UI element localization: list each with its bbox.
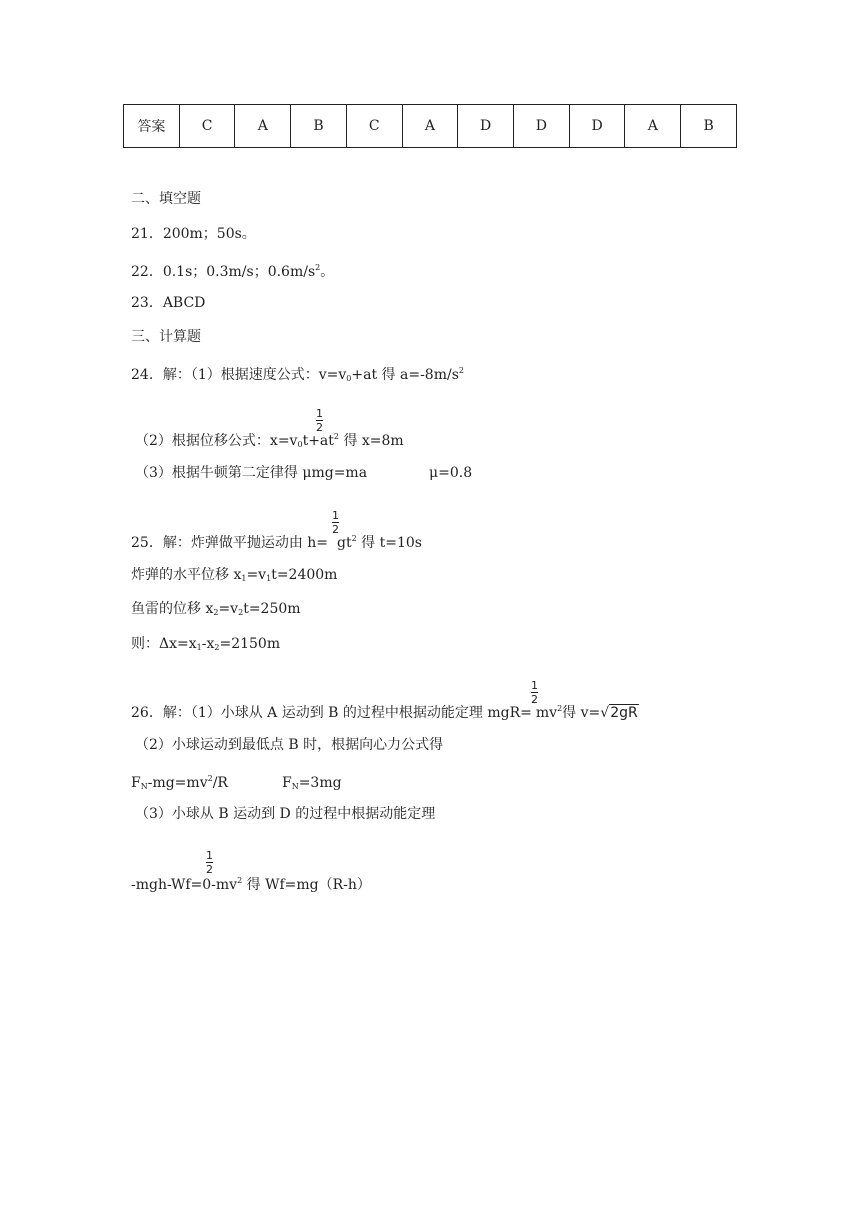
- q26-part2: （2）小球运动到最低点 B 时，根据向心力公式得: [135, 737, 444, 753]
- q25-line2: [131, 566, 337, 588]
- answer-row: [124, 105, 737, 148]
- q26-part3-formula-a: -mgh-Wf=0-: [131, 877, 216, 893]
- q24-part2-prefix: （2）根据位移公式：: [135, 433, 270, 449]
- q25-line2-prefix: 炸弹的水平位移 x: [131, 567, 242, 583]
- fraction-denominator: 2: [316, 421, 323, 434]
- answer-table: [123, 104, 737, 148]
- q25-line1-result: 得 t=10s: [356, 535, 422, 551]
- q25-line4-sub2: 2: [214, 643, 220, 652]
- q25-line4-sub1: 1: [196, 643, 202, 652]
- answer-header-cell: 答案: [124, 105, 180, 148]
- q24-part3-text: （3）根据牛顿第二定律得 μmg=ma: [135, 465, 368, 481]
- q25-line1: [131, 530, 422, 552]
- section-2-title: 二、填空题: [131, 191, 201, 207]
- fraction-denominator: 2: [332, 523, 339, 536]
- q24-part2: [135, 428, 404, 454]
- q25-line4-mid: -x: [201, 636, 215, 652]
- answer-cell: D: [458, 105, 514, 148]
- answer-cell: A: [402, 105, 458, 148]
- q24-part2-formula-c: at: [319, 433, 334, 449]
- q25-line2-sub2: 1: [266, 574, 272, 583]
- q24-part1-formula-b: +at 得 a=-8m/s: [351, 367, 459, 383]
- section-3-title: 三、计算题: [131, 329, 201, 345]
- q25-line3-mid: =v: [218, 601, 239, 617]
- q24-part1-prefix: 24．解：（1）根据速度公式：: [131, 367, 319, 383]
- q24-part3: [135, 464, 472, 482]
- q25-line4-prefix: 则：Δx=x: [131, 636, 197, 652]
- q24-part2-result: 得 x=8m: [339, 433, 404, 449]
- fraction-denominator: 2: [531, 693, 538, 706]
- q26-eq1-sup: 2: [207, 774, 213, 783]
- answer-22-sup: 2: [315, 263, 321, 272]
- q25-line4-end: =2150m: [219, 636, 281, 652]
- q25-line1-sup: 2: [351, 534, 357, 543]
- q25-line3-sub2: 2: [238, 608, 244, 617]
- q26-eq1-b: -mg=mv: [147, 775, 208, 791]
- q24-part2-formula-b: t+: [302, 433, 320, 449]
- answer-cell: A: [235, 105, 291, 148]
- q26-eq2-a: F: [281, 775, 292, 791]
- answer-22-text: 22．0.1s；0.3m/s；0.6m/s: [131, 264, 316, 280]
- q25-line4: [131, 635, 280, 657]
- q26-eq1-a: F: [131, 775, 141, 791]
- q26-part3: （3）小球从 B 运动到 D 的过程中根据动能定理: [135, 806, 436, 822]
- q26-part1-mid: 得 v=: [562, 705, 601, 721]
- q25-line1-prefix: 25．解：炸弹做平抛运动由 h=: [131, 535, 329, 551]
- q25-line2-sub1: 1: [241, 574, 247, 583]
- q26-eq1-sub: N: [140, 782, 148, 791]
- q26-part1-prefix: 26．解：（1）小球从 A 运动到 B 的过程中根据动能定理 mgR=: [131, 705, 532, 721]
- q24-part2-formula-a: x=v: [269, 433, 298, 449]
- fraction-numerator: 1: [206, 849, 213, 862]
- q26-part3-sup: 2: [237, 876, 243, 885]
- fraction-numerator: 1: [332, 509, 339, 522]
- fraction-denominator: 2: [206, 863, 213, 876]
- q24-part3-result: μ=0.8: [429, 465, 473, 481]
- q26-eq1-c: /R: [212, 775, 228, 791]
- answer-cell: B: [291, 105, 347, 148]
- answer-cell: C: [179, 105, 235, 148]
- answer-cell: B: [681, 105, 737, 148]
- answer-cell: A: [625, 105, 681, 148]
- q26-eq2-b: =3mg: [298, 775, 342, 791]
- q26-part3-result: 得 Wf=mg（R-h）: [242, 877, 371, 893]
- answer-cell: D: [569, 105, 625, 148]
- answer-22-end: 。: [320, 264, 335, 280]
- answer-cell: D: [514, 105, 570, 148]
- q24-part2-sub: 0: [297, 440, 303, 449]
- q24-part1-formula-a: v=v: [318, 367, 347, 383]
- q25-line3: [131, 600, 301, 622]
- q25-line2-mid: =v: [246, 567, 267, 583]
- q25-line3-sub1: 2: [213, 608, 219, 617]
- q26-part3-formula: [131, 872, 371, 894]
- q24-part2-sup: 2: [333, 432, 339, 441]
- q26-part1-sup: 2: [557, 704, 563, 713]
- q25-line2-end: t=2400m: [271, 567, 338, 583]
- fraction-numerator: 1: [316, 407, 323, 420]
- answer-22: [131, 259, 334, 281]
- sqrt-radicand: 2gR: [610, 705, 638, 721]
- q26-part1-formula: mv: [535, 705, 558, 721]
- q24-part1-sup: 2: [458, 366, 464, 375]
- answer-21: 21．200m；50s。: [131, 226, 256, 242]
- answer-cell: C: [346, 105, 402, 148]
- q24-part1: [131, 362, 464, 388]
- fraction-numerator: 1: [531, 679, 538, 692]
- q24-part1-sub: 0: [346, 374, 352, 383]
- sqrt-expression: √2gR: [600, 705, 638, 721]
- q26-part1: [131, 700, 639, 722]
- q26-eq2-sub: N: [291, 782, 299, 791]
- q25-line3-end: t=250m: [243, 601, 301, 617]
- q26-part2-equations: [131, 770, 342, 796]
- q25-line3-prefix: 鱼雷的位移 x: [131, 601, 214, 617]
- q25-line1-formula: gt: [337, 535, 352, 551]
- answer-23: 23．ABCD: [131, 295, 206, 311]
- q26-part3-formula-b: mv: [215, 877, 238, 893]
